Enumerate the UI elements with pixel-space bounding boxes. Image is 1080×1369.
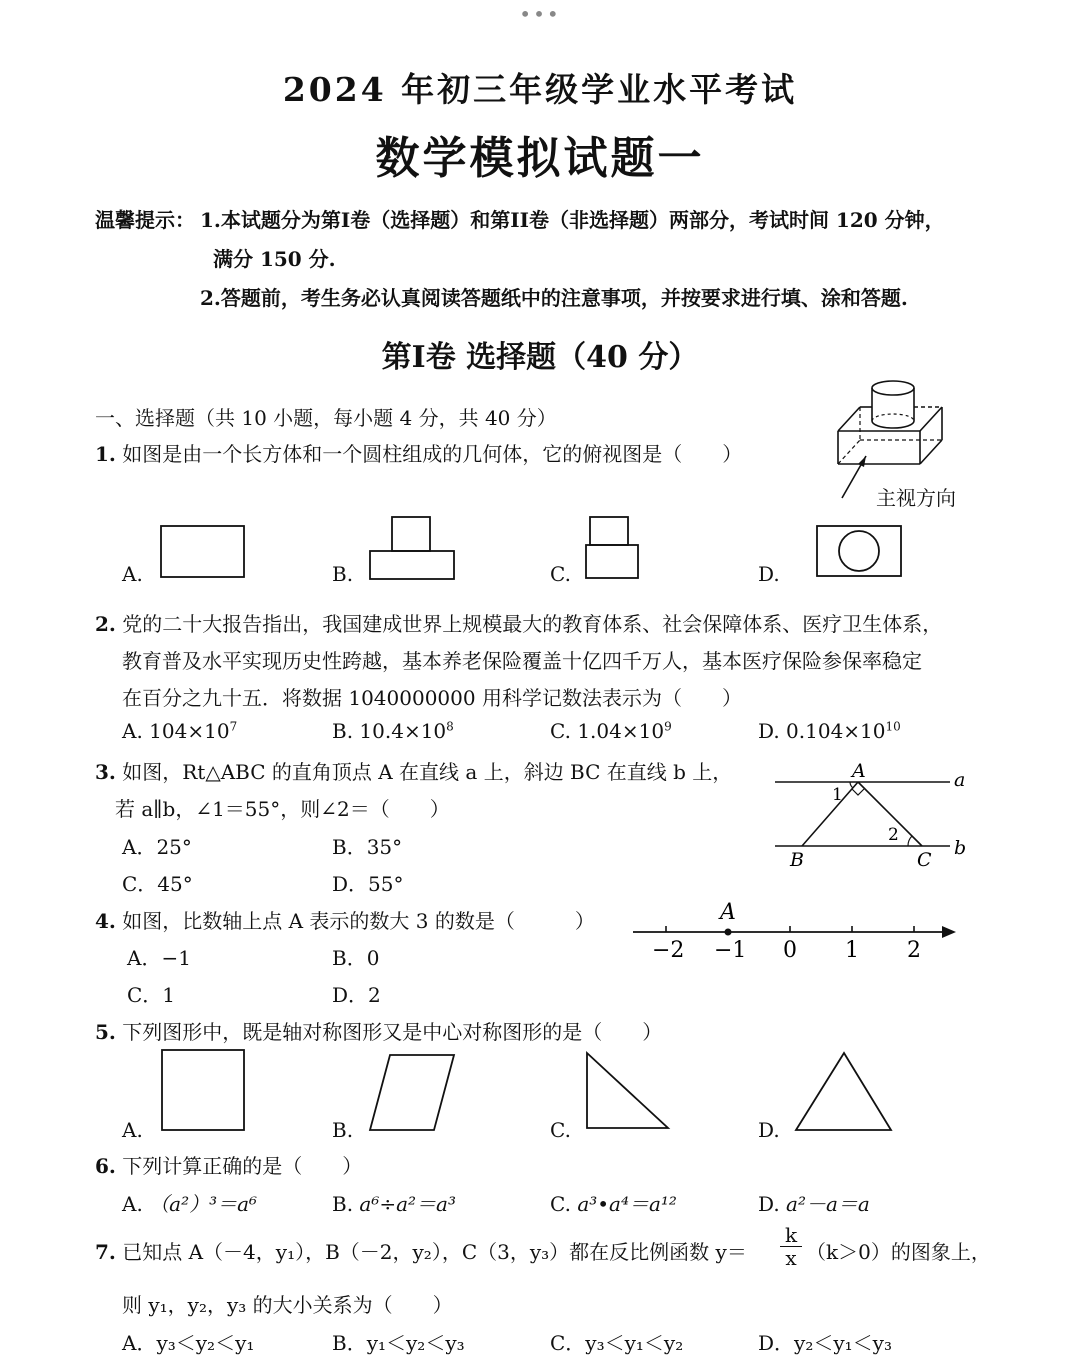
tick-label: 0: [783, 938, 797, 963]
question-text-line1: 党的二十大报告指出，我国建成世界上规模最大的教育体系、社会保障体系、医疗卫生体系，: [122, 612, 943, 636]
page-dots: •••: [519, 2, 561, 26]
q1-option-d[interactable]: D.: [758, 562, 780, 586]
part-title: 一、选择题（共 10 小题，每小题 4 分，共 40 分）: [95, 406, 557, 430]
option-base: 0.104×10: [786, 719, 886, 743]
q3-triangle-figure: [770, 758, 980, 873]
q5-option-a[interactable]: A.: [122, 1118, 143, 1142]
q5-figure-equilateral-triangle: [793, 1050, 895, 1134]
question-text: 下列计算正确的是（ ）: [122, 1154, 363, 1178]
tick-label: −1: [714, 938, 747, 963]
tick-label: 2: [907, 938, 921, 963]
question-number: 7.: [95, 1240, 116, 1264]
q1-option-a[interactable]: A.: [122, 562, 143, 586]
question-number: 2.: [95, 612, 116, 636]
question-number: 4.: [95, 909, 116, 933]
q3-option-d[interactable]: D．55°: [332, 872, 404, 896]
question-number: 5.: [95, 1020, 116, 1044]
q4-number-line: [628, 895, 963, 965]
note-2: 2.答题前，考生务必认真阅读答题纸中的注意事项，并按要求进行填、涂和答题.: [200, 286, 908, 310]
label-B: B: [790, 849, 804, 871]
q3-option-a[interactable]: A．25°: [122, 835, 192, 859]
q6-option-c[interactable]: [550, 1188, 677, 1217]
q6-option-a[interactable]: [122, 1188, 257, 1217]
question-2-line2: 教育普及水平实现历史性跨越，基本养老保险覆盖十亿四千万人，基本医疗保险参保率稳定: [122, 649, 922, 673]
question-3-line2: 若 a∥b，∠1＝55°，则∠2＝（ ）: [115, 797, 450, 821]
option-exponent: 10: [885, 719, 901, 734]
option-label: D.: [758, 1192, 780, 1216]
q5-option-c[interactable]: C.: [550, 1118, 571, 1142]
option-expression: （a²）³＝a⁶: [149, 1192, 258, 1216]
q3-option-b[interactable]: B．35°: [332, 835, 403, 859]
q5-option-b[interactable]: B.: [332, 1118, 354, 1142]
q1-option-b[interactable]: B.: [332, 562, 354, 586]
fraction-numerator: k: [780, 1224, 802, 1247]
option-base: 10.4×10: [359, 719, 447, 743]
option-label: B.: [332, 719, 354, 743]
q4-option-c[interactable]: C．1: [127, 983, 176, 1007]
question-text-part1: 已知点 A（－4，y₁），B（－2，y₂），C（3，y₃）都在反比例函数 y＝: [122, 1240, 747, 1264]
option-expression: a³•a⁴＝a¹²: [577, 1192, 677, 1216]
q7-option-a[interactable]: A．y₃＜y₂＜y₁: [122, 1331, 255, 1355]
exam-title: 2024 年初三年级学业水平考试: [282, 70, 798, 109]
option-label: D.: [758, 719, 780, 743]
question-number: 3.: [95, 760, 116, 784]
q2-option-b[interactable]: [332, 719, 454, 743]
note-1-line2: 满分 150 分.: [213, 247, 336, 271]
tick-label: −2: [652, 938, 685, 963]
option-base: 1.04×10: [577, 719, 665, 743]
label-C: C: [917, 849, 932, 871]
q7-option-c[interactable]: C．y₃＜y₁＜y₂: [550, 1331, 684, 1355]
question-text: 下列图形中，既是轴对称图形又是中心对称图形的是（ ）: [122, 1020, 663, 1044]
notes-label: 温馨提示：: [95, 208, 195, 232]
question-1: [95, 438, 742, 467]
option-label: C.: [550, 1192, 571, 1216]
option-label: A.: [122, 1192, 143, 1216]
option-label: B.: [332, 1192, 354, 1216]
q3-option-c[interactable]: C．45°: [122, 872, 193, 896]
q4-option-d[interactable]: D．2: [332, 983, 381, 1007]
question-4: [95, 905, 595, 934]
question-number: 6.: [95, 1154, 116, 1178]
q1-option-c[interactable]: C.: [550, 562, 571, 586]
option-expression: a²－a＝a: [786, 1192, 870, 1216]
question-text: 如图，比数轴上点 A 表示的数大 3 的数是（ ）: [122, 909, 595, 933]
question-7-part2: （k＞0）的图象上，: [806, 1240, 991, 1264]
option-exponent: 9: [664, 719, 672, 734]
option-label: C.: [550, 719, 571, 743]
q2-option-c[interactable]: [550, 719, 672, 743]
label-a: a: [954, 769, 966, 791]
label-angle-2: 2: [888, 825, 899, 845]
q5-option-d[interactable]: D.: [758, 1118, 780, 1142]
question-5: [95, 1016, 662, 1045]
q7-option-d[interactable]: D．y₂＜y₁＜y₃: [758, 1331, 892, 1355]
fraction-denominator: x: [785, 1246, 797, 1270]
option-label: A.: [122, 719, 143, 743]
question-2-line3: 在百分之九十五．将数据 1040000000 用科学记数法表示为（ ）: [122, 686, 742, 710]
option-exponent: 7: [229, 719, 238, 734]
option-base: 104×10: [149, 719, 230, 743]
point-A-label: A: [720, 900, 736, 925]
q1-view-direction-label: 主视方向: [876, 486, 956, 510]
q5-figure-parallelogram: [368, 1053, 458, 1133]
q5-figure-square: [160, 1048, 248, 1134]
fraction-k-over-x: [780, 1224, 802, 1269]
q1-figure-d: [815, 524, 905, 580]
question-2: [95, 608, 942, 637]
question-text: 如图是由一个长方体和一个圆柱组成的几何体，它的俯视图是（ ）: [122, 442, 743, 466]
q5-figure-right-triangle: [584, 1050, 674, 1132]
option-exponent: 8: [446, 719, 454, 734]
q2-option-d[interactable]: [758, 719, 901, 743]
option-expression: a⁶÷a²＝a³: [359, 1192, 457, 1216]
label-b: b: [954, 837, 967, 859]
q1-figure-b: [368, 515, 458, 583]
note-1-line1: 1.本试题分为第I卷（选择题）和第II卷（非选择题）两部分，考试时间 120 分钟，: [200, 208, 945, 232]
q4-option-a[interactable]: A．−1: [127, 946, 191, 970]
label-angle-1: 1: [832, 785, 843, 805]
tick-label: 1: [845, 938, 859, 963]
question-text-line1: 如图，Rt△ABC 的直角顶点 A 在直线 a 上，斜边 BC 在直线 b 上，: [122, 760, 733, 784]
question-6: [95, 1150, 362, 1179]
section-title: 第I卷 选择题（40 分）: [381, 340, 699, 375]
question-7: [95, 1236, 747, 1265]
q1-figure-c: [584, 515, 644, 583]
q6-option-d[interactable]: [758, 1188, 870, 1217]
question-number: 1.: [95, 442, 116, 466]
q6-option-b[interactable]: [332, 1188, 456, 1217]
label-A: A: [852, 760, 866, 782]
q2-option-a[interactable]: [122, 719, 237, 743]
question-3: [95, 756, 732, 785]
q7-option-b[interactable]: B．y₁＜y₂＜y₃: [332, 1331, 465, 1355]
paper-title: 数学模拟试题一: [375, 133, 705, 184]
q1-figure-a: [160, 525, 248, 581]
q4-option-b[interactable]: B．0: [332, 946, 380, 970]
question-7-line2: 则 y₁，y₂，y₃ 的大小关系为（ ）: [122, 1293, 453, 1317]
